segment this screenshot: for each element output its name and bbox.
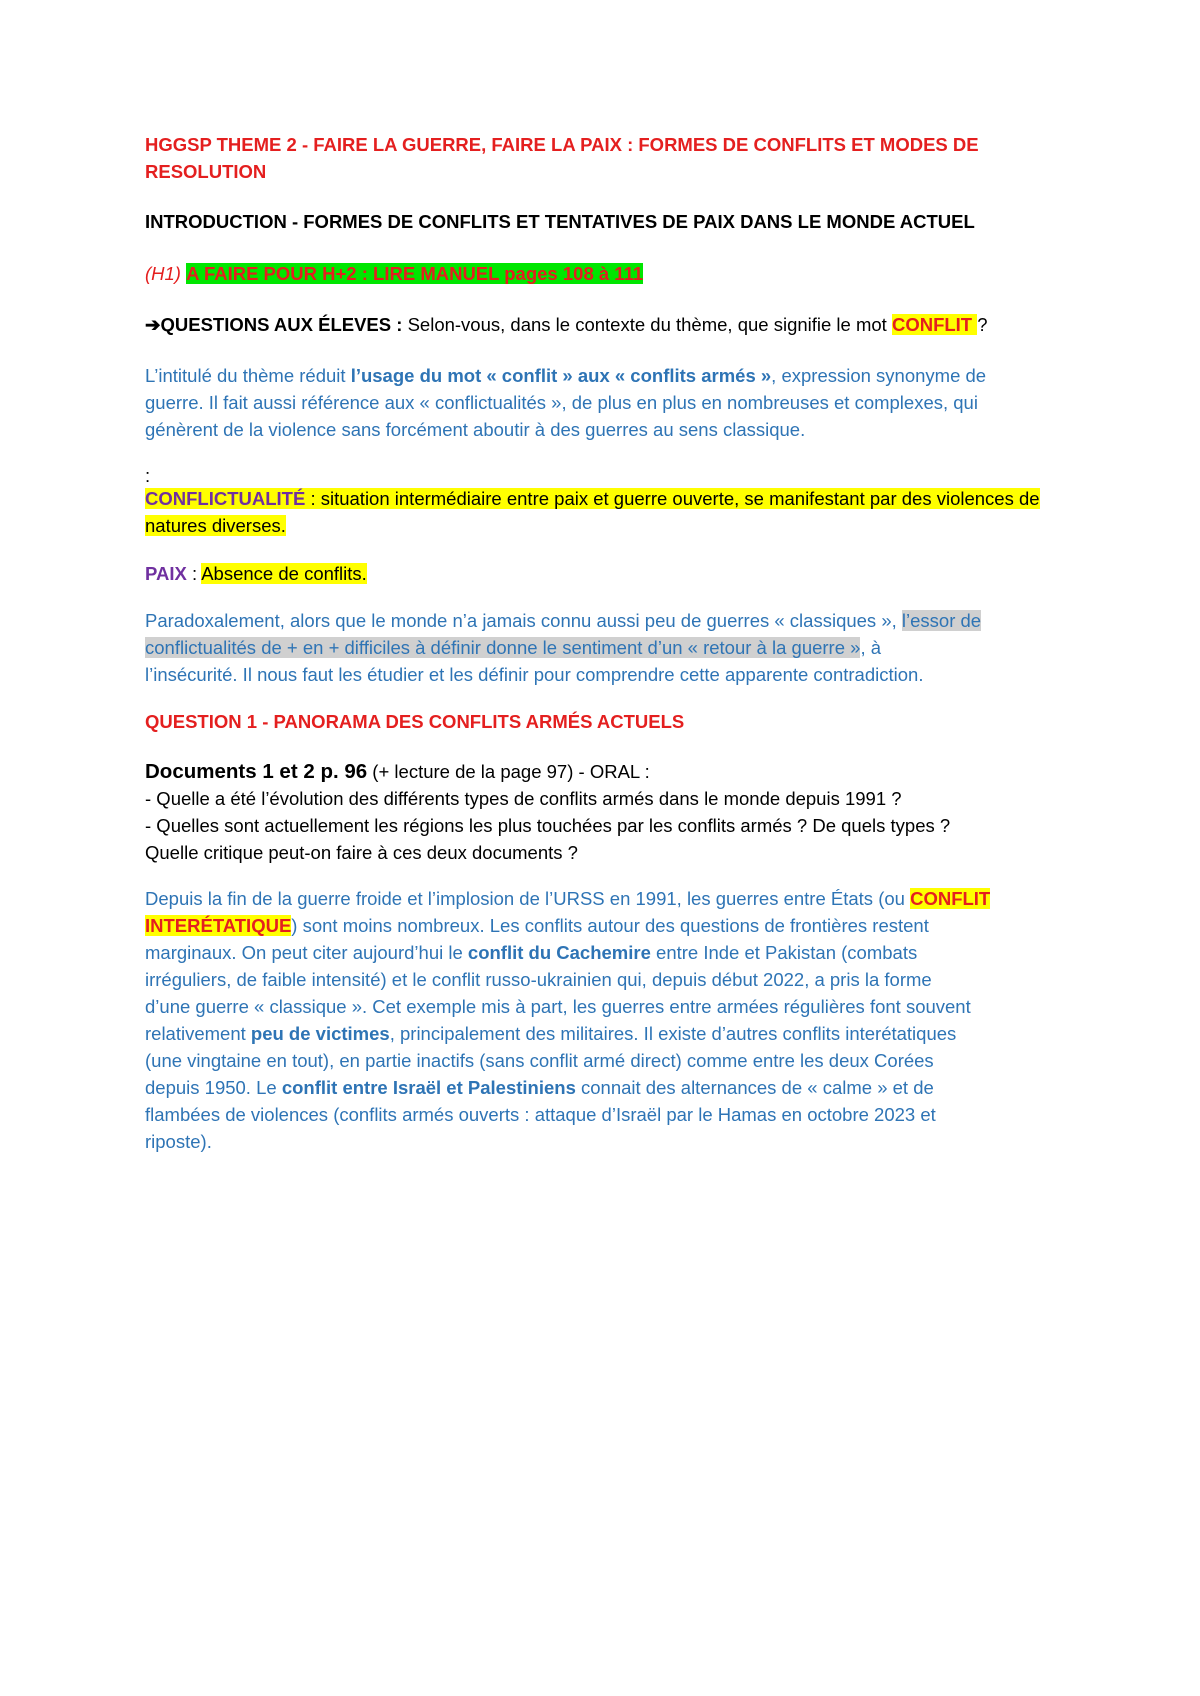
interetatique-keyword: INTERÉTATIQUE: [145, 915, 292, 936]
paix-definition: Absence de conflits.: [201, 563, 367, 584]
intitule-line-3: génèrent de la violence sans forcément aboutir à des guerres au sens classique.: [145, 419, 806, 440]
guerre-froide-line-9: flambées de violences (conflits armés ouverts : attaque d’Israël par le Hamas en octobre 2023 et: [145, 1104, 936, 1125]
guerre-froide-text-8: depuis 1950. Le: [145, 1077, 282, 1098]
paradoxe-highlight: conflictualités de + en + difficiles à définir donne le sentiment d’un « retour à la guerre »: [145, 637, 861, 658]
h1-prefix: (H1): [145, 263, 181, 284]
h1-task: [145, 260, 1065, 287]
paragraph-guerre-froide: [145, 885, 1065, 1155]
intitule-line-2: guerre. Il fait aussi référence aux « conflictualités », de plus en plus en nombreuses et complexes, qui: [145, 392, 978, 413]
guerre-froide-text: Depuis la fin de la guerre froide et l’implosion de l’URSS en 1991, les guerres entre États (ou: [145, 888, 911, 909]
victimes-emphasis: peu de victimes: [250, 1023, 390, 1044]
guerre-froide-text-8-end: connait des alternances de « calme » et de: [575, 1077, 934, 1098]
introduction-heading: INTRODUCTION - FORMES DE CONFLITS ET TENTATIVES DE PAIX DANS LE MONDE ACTUEL: [145, 211, 975, 232]
conflit-keyword: CONFLIT: [891, 314, 978, 335]
cachemire-emphasis: conflit du Cachemire: [467, 942, 651, 963]
documents-question-3: Quelle critique peut-on faire à ces deux documents ?: [145, 842, 578, 863]
guerre-froide-text-2: ) sont moins nombreux. Les conflits autour des questions de frontières restent: [291, 915, 929, 936]
paradoxe-highlight-start: l’essor de: [901, 610, 982, 631]
conflit-interetatique-keyword: CONFLIT: [910, 888, 991, 909]
questions-label: ➔QUESTIONS AUX ÉLEVES: [145, 314, 392, 335]
term-conflictualite: CONFLICTUALITÉ: [145, 488, 306, 509]
paragraph-intitule: [145, 362, 1065, 443]
paradoxe-line-3: l’insécurité. Il nous faut les étudier et les définir pour comprendre cette apparente contradiction.: [145, 664, 924, 685]
stray-colon: :: [145, 465, 151, 486]
documents-question-2: - Quelles sont actuellement les régions les plus touchées par les conflits armés ? De quels types ?: [145, 815, 951, 836]
intitule-text: L’intitulé du thème réduit: [145, 365, 351, 386]
questions-colon: :: [391, 314, 408, 335]
guerre-froide-text-6-end: , principalement des militaires. Il existe d’autres conflits interétatiques: [389, 1023, 957, 1044]
h1-task-text: A FAIRE POUR H+2 : LIRE MANUEL pages 108 à 111: [186, 263, 644, 284]
definition-paix: [145, 560, 1065, 587]
intitule-text-end: , expression synonyme de: [771, 365, 987, 386]
conflictualite-definition: : situation intermédiaire entre paix et guerre ouverte, se manifestant par des violences de: [305, 488, 1040, 509]
guerre-froide-line-7: (une vingtaine en tout), en partie inactifs (sans conflit armé direct) comme entre les deux Corées: [145, 1050, 934, 1071]
documents-reference: Documents 1 et 2 p. 96: [145, 760, 368, 783]
guerre-froide-text-6: relativement: [145, 1023, 251, 1044]
guerre-froide-line-4: irréguliers, de faible intensité) et le conflit russo-ukrainien qui, depuis début 2022, a pris la forme: [145, 969, 932, 990]
guerre-froide-line-10: riposte).: [145, 1131, 212, 1152]
question1-heading: QUESTION 1 - PANORAMA DES CONFLITS ARMÉS ACTUELS: [145, 711, 685, 732]
questions-text: Selon-vous, dans le contexte du thème, que signifie le mot: [407, 314, 892, 335]
paragraph-paradoxe: [145, 607, 1065, 688]
conflictualite-definition-end: natures diverses.: [145, 515, 286, 536]
title-line-2: RESOLUTION: [145, 161, 267, 182]
paradoxe-text-2: , à: [860, 637, 882, 658]
guerre-froide-line-5: d’une guerre « classique ». Cet exemple mis à part, les guerres entre armées régulières font souvent: [145, 996, 971, 1017]
intitule-emphasis: l’usage du mot « conflit » aux « conflits armés »: [350, 365, 772, 386]
documents-question-1: - Quelle a été l’évolution des différents types de conflits armés dans le monde depuis 1991 ?: [145, 788, 902, 809]
guerre-froide-text-3: marginaux. On peut citer aujourd’hui le: [145, 942, 468, 963]
guerre-froide-text-3-end: entre Inde et Pakistan (combats: [650, 942, 918, 963]
documents-instructions: [145, 758, 1065, 866]
paix-colon: :: [186, 563, 202, 584]
paradoxe-text: Paradoxalement, alors que le monde n’a jamais connu aussi peu de guerres « classiques »,: [145, 610, 902, 631]
term-paix: PAIX: [145, 563, 187, 584]
definition-conflictualite: [145, 485, 1065, 539]
questions-eleves: [145, 311, 1065, 338]
document-title: [145, 131, 1065, 185]
title-line-1: HGGSP THEME 2 - FAIRE LA GUERRE, FAIRE LA PAIX : FORMES DE CONFLITS ET MODES DE: [145, 134, 979, 155]
questions-end: ?: [977, 314, 988, 335]
israel-palestine-emphasis: conflit entre Israël et Palestiniens: [281, 1077, 576, 1098]
documents-reference-rest: (+ lecture de la page 97) - ORAL :: [367, 761, 650, 782]
